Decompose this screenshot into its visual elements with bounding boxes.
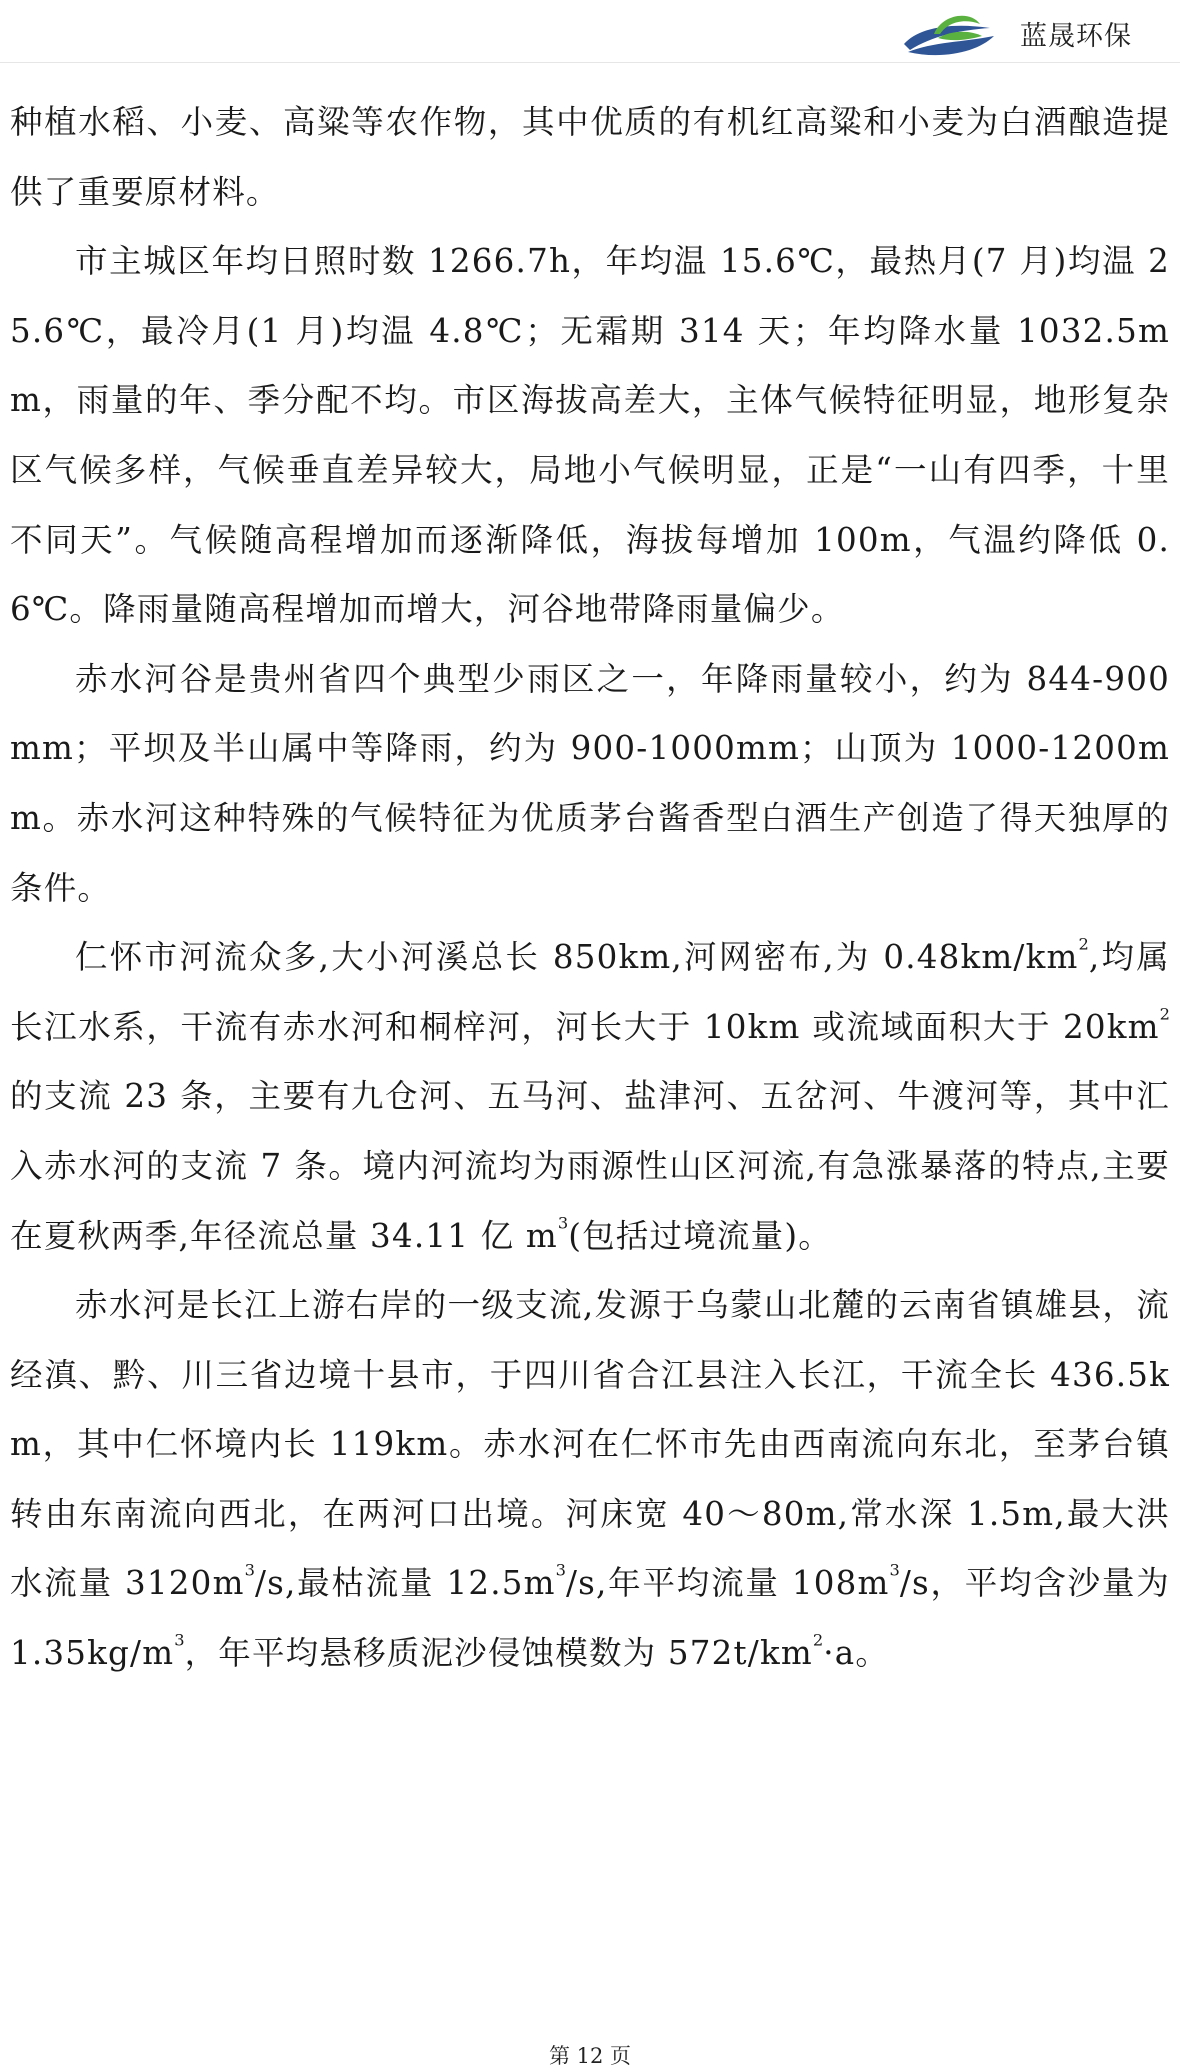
chishui-text-5: ，年平均悬移质泥沙侵蚀模数为 572t/km: [184, 1634, 813, 1673]
chishui-text-6: ·a。: [823, 1634, 890, 1673]
lansheng-logo-icon: [898, 8, 1000, 60]
chishui-text-4: /s，平均含沙量为 1.35kg/m: [10, 1564, 1170, 1673]
chishui-text-3: /s,年平均流量 108m: [566, 1564, 890, 1603]
rivers-text-4: (包括过境流量)。: [568, 1216, 832, 1255]
paragraph-rivers: [10, 923, 1170, 1271]
rivers-text-2: ,均属长江水系，干流有赤水河和桐梓河，河长大于 10km 或流域面积大于 20km: [10, 938, 1170, 1046]
superscript: 3: [244, 1560, 255, 1580]
superscript: 3: [174, 1630, 185, 1650]
rivers-text-3: 的支流 23 条，主要有九仓河、五马河、盐津河、五岔河、牛渡河等，其中汇入赤水河的支流 7 条。境内河流均为雨源性山区河流,有急涨暴落的特点,主要在夏秋两季,年径流总量 34.11 亿 m: [10, 1077, 1170, 1255]
document-body: [10, 88, 1170, 1689]
paragraph-chishui-valley-rainfall: 赤水河谷是贵州省四个典型少雨区之一，年降雨量较小，约为 844-900mm；平坝及半山属中等降雨，约为 900-1000mm；山顶为 1000-1200mm。赤水河这种特殊的气候特征为优质茅台酱香型白酒生产创造了得天独厚的条件。: [10, 659, 1170, 907]
header-divider: [0, 62, 1180, 63]
page-header: [0, 0, 1180, 64]
page-number: 第 12 页: [548, 2044, 632, 2068]
paragraph-chishui-river: [10, 1271, 1170, 1689]
superscript: 2: [1159, 1004, 1170, 1024]
paragraph-crops: 种植水稻、小麦、高粱等农作物，其中优质的有机红高粱和小麦为白酒酿造提供了重要原材料。: [10, 103, 1170, 211]
superscript: 2: [812, 1630, 824, 1650]
rivers-text-1: 仁怀市河流众多,大小河溪总长 850km,河网密布,为 0.48km/km: [75, 938, 1079, 977]
superscript: 2: [1078, 934, 1089, 954]
superscript: 3: [557, 1212, 569, 1232]
brand-name: 蓝晟环保: [1020, 21, 1132, 52]
chishui-text-2: /s,最枯流量 12.5m: [254, 1564, 556, 1603]
chishui-text-1: 赤水河是长江上游右岸的一级支流,发源于乌蒙山北麓的云南省镇雄县，流经滇、黔、川三省边境十县市，于四川省合江县注入长江，干流全长 436.5km，其中仁怀境内长 119km。赤水河在仁怀市先由西南流向东北，至茅台镇转由东南流向西北，在两河口出境。河床宽 40～80m,常水深 1.5m,最大洪水流量 3120m: [10, 1286, 1170, 1603]
paragraph-climate: 市主城区年均日照时数 1266.7h，年均温 15.6℃，最热月(7 月)均温 25.6℃，最冷月(1 月)均温 4.8℃；无霜期 314 天；年均降水量 1032.5mm，雨量的年、季分配不均。市区海拔高差大，主体气候特征明显，地形复杂区气候多样，气候垂直差异较大，局地小气候明显，正是“一山有四季，十里不同天”。气候随高程增加而逐渐降低，海拔每增加 100m，气温约降低 0.6℃。降雨量随高程增加而增大，河谷地带降雨量偏少。: [10, 242, 1170, 629]
superscript: 3: [889, 1560, 900, 1580]
superscript: 3: [555, 1560, 566, 1580]
